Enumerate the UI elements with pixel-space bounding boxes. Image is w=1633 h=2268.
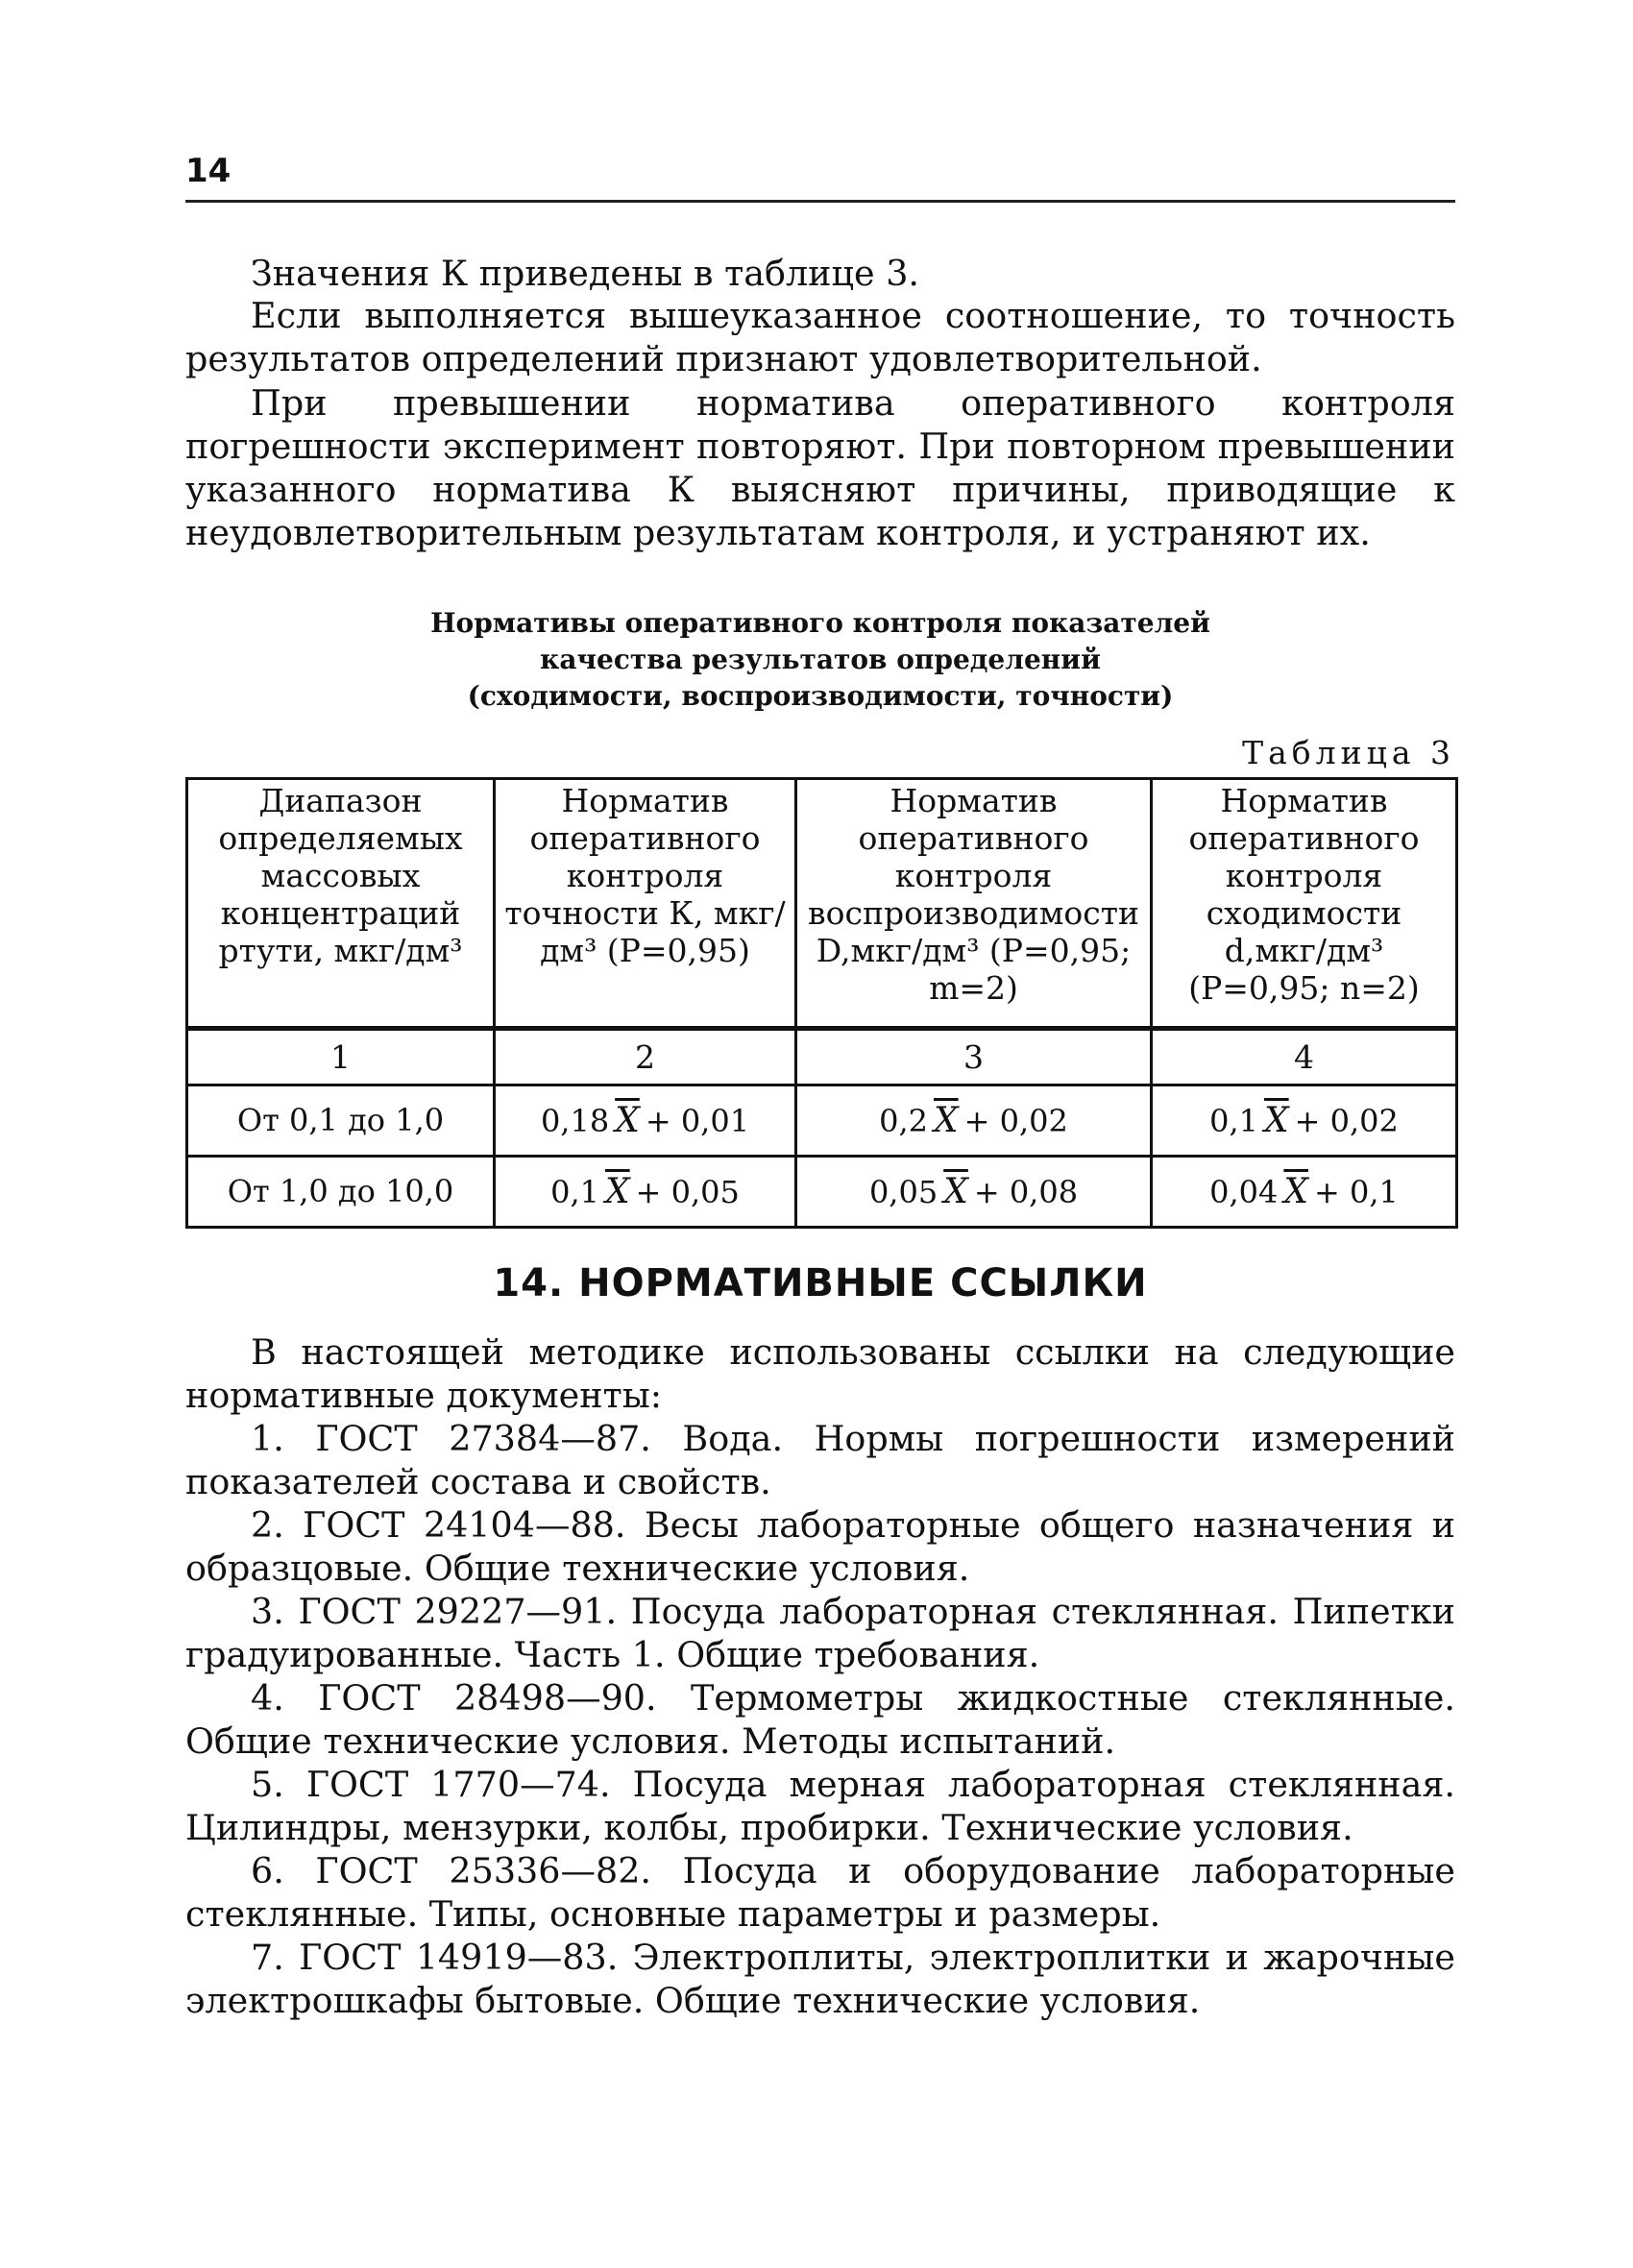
range-cell: От 1,0 до 10,0	[187, 1157, 495, 1228]
table-label: Таблица 3	[1242, 734, 1455, 771]
formula-cell	[495, 1085, 796, 1157]
reference-item: 5. ГОСТ 1770—74. Посуда мерная лабораторная стеклянная. Цилиндры, мензурки, колбы, пробирки. Технические условия.	[185, 1764, 1455, 1848]
reference-item: 7. ГОСТ 14919—83. Электроплиты, электроплитки и жарочные электрошкафы бытовые. Общие технические условия.	[185, 1937, 1455, 2021]
reference-item: 4. ГОСТ 28498—90. Термометры жидкостные стеклянные. Общие технические условия. Методы испытаний.	[185, 1677, 1455, 1762]
table-header-row	[187, 779, 1457, 1029]
reference-item: 2. ГОСТ 24104—88. Весы лабораторные общего назначения и образцовые. Общие технические условия.	[185, 1504, 1455, 1589]
formula-add: + 0,01	[645, 1102, 750, 1139]
formula-coef: 0,1	[550, 1173, 599, 1210]
table-title-line: Нормативы оперативного контроля показателей	[430, 607, 1210, 639]
column-number: 2	[495, 1029, 796, 1085]
reference-item: 6. ГОСТ 25336—82. Посуда и оборудование лабораторные стеклянные. Типы, основные параметры и размеры.	[185, 1850, 1455, 1935]
formula-cell	[796, 1157, 1152, 1228]
x-bar-symbol: $\overline{X}$	[1283, 1171, 1308, 1211]
header-convergence: Норматив оперативного контроля сходимости d,мкг/дм³ (Р=0,95; n=2)	[1152, 779, 1457, 1029]
table-row	[187, 1085, 1457, 1157]
x-bar-symbol: $\overline{X}$	[615, 1100, 640, 1140]
paragraph-k-values: Значения К приведены в таблице 3.	[251, 253, 920, 294]
formula-add: + 0,05	[635, 1173, 740, 1210]
table-title	[185, 605, 1455, 715]
formula-coef: 0,2	[879, 1102, 928, 1139]
x-bar-symbol: $\overline{X}$	[943, 1171, 968, 1211]
header-reproducibility: Норматив оперативного контроля воспроизводимости D,мкг/дм³ (Р=0,95; m=2)	[796, 779, 1152, 1029]
formula-add: + 0,02	[1294, 1102, 1399, 1139]
column-number: 4	[1152, 1029, 1457, 1085]
column-number-row	[187, 1029, 1457, 1085]
header-rule	[185, 200, 1455, 203]
range-cell: От 0,1 до 1,0	[187, 1085, 495, 1157]
references-intro: В настоящей методике использованы ссылки на следующие нормативные документы:	[185, 1331, 1455, 1416]
references-list	[185, 1330, 1455, 2022]
x-bar-symbol: $\overline{X}$	[1264, 1100, 1289, 1140]
formula-cell	[796, 1085, 1152, 1157]
header-accuracy: Норматив оперативного контроля точности К, мкг/дм³ (Р=0,95)	[495, 779, 796, 1029]
formula-cell	[1152, 1157, 1457, 1228]
x-bar-symbol: $\overline{X}$	[605, 1171, 630, 1211]
table-title-line: (сходимости, воспроизводимости, точности)	[467, 680, 1174, 712]
table-title-line: качества результатов определений	[540, 644, 1101, 675]
column-number: 3	[796, 1029, 1152, 1085]
formula-cell	[1152, 1085, 1457, 1157]
paragraph-repeat-experiment: При превышении норматива оперативного контроля погрешности эксперимент повторяют. При повторном превышении указанного норматива К выясняют причины, приводящие к неудовлетворительным результатам контроля, и устраняют их.	[185, 382, 1455, 553]
formula-coef: 0,04	[1209, 1173, 1279, 1210]
paragraph-accuracy: Если выполняется вышеуказанное соотношение, то точность результатов определений признают удовлетворительной.	[185, 295, 1455, 379]
section-heading: 14. НОРМАТИВНЫЕ ССЫЛКИ	[493, 1261, 1148, 1305]
table-row	[187, 1157, 1457, 1228]
formula-coef: 0,18	[540, 1102, 610, 1139]
formula-coef: 0,05	[868, 1173, 938, 1210]
page-number: 14	[185, 152, 232, 190]
formula-coef: 0,1	[1209, 1102, 1258, 1139]
header-range: Диапазон определяемых массовых концентраций ртути, мкг/дм³	[187, 779, 495, 1029]
formula-add: + 0,02	[963, 1102, 1068, 1139]
column-number: 1	[187, 1029, 495, 1085]
formula-add: + 0,1	[1314, 1173, 1399, 1210]
norms-table	[185, 777, 1458, 1229]
formula-cell	[495, 1157, 796, 1228]
reference-item: 1. ГОСТ 27384—87. Вода. Нормы погрешности измерений показателей состава и свойств.	[185, 1418, 1455, 1502]
formula-add: + 0,08	[973, 1173, 1079, 1210]
x-bar-symbol: $\overline{X}$	[934, 1100, 959, 1140]
reference-item: 3. ГОСТ 29227—91. Посуда лабораторная стеклянная. Пипетки градуированные. Часть 1. Общие требования.	[185, 1591, 1455, 1675]
